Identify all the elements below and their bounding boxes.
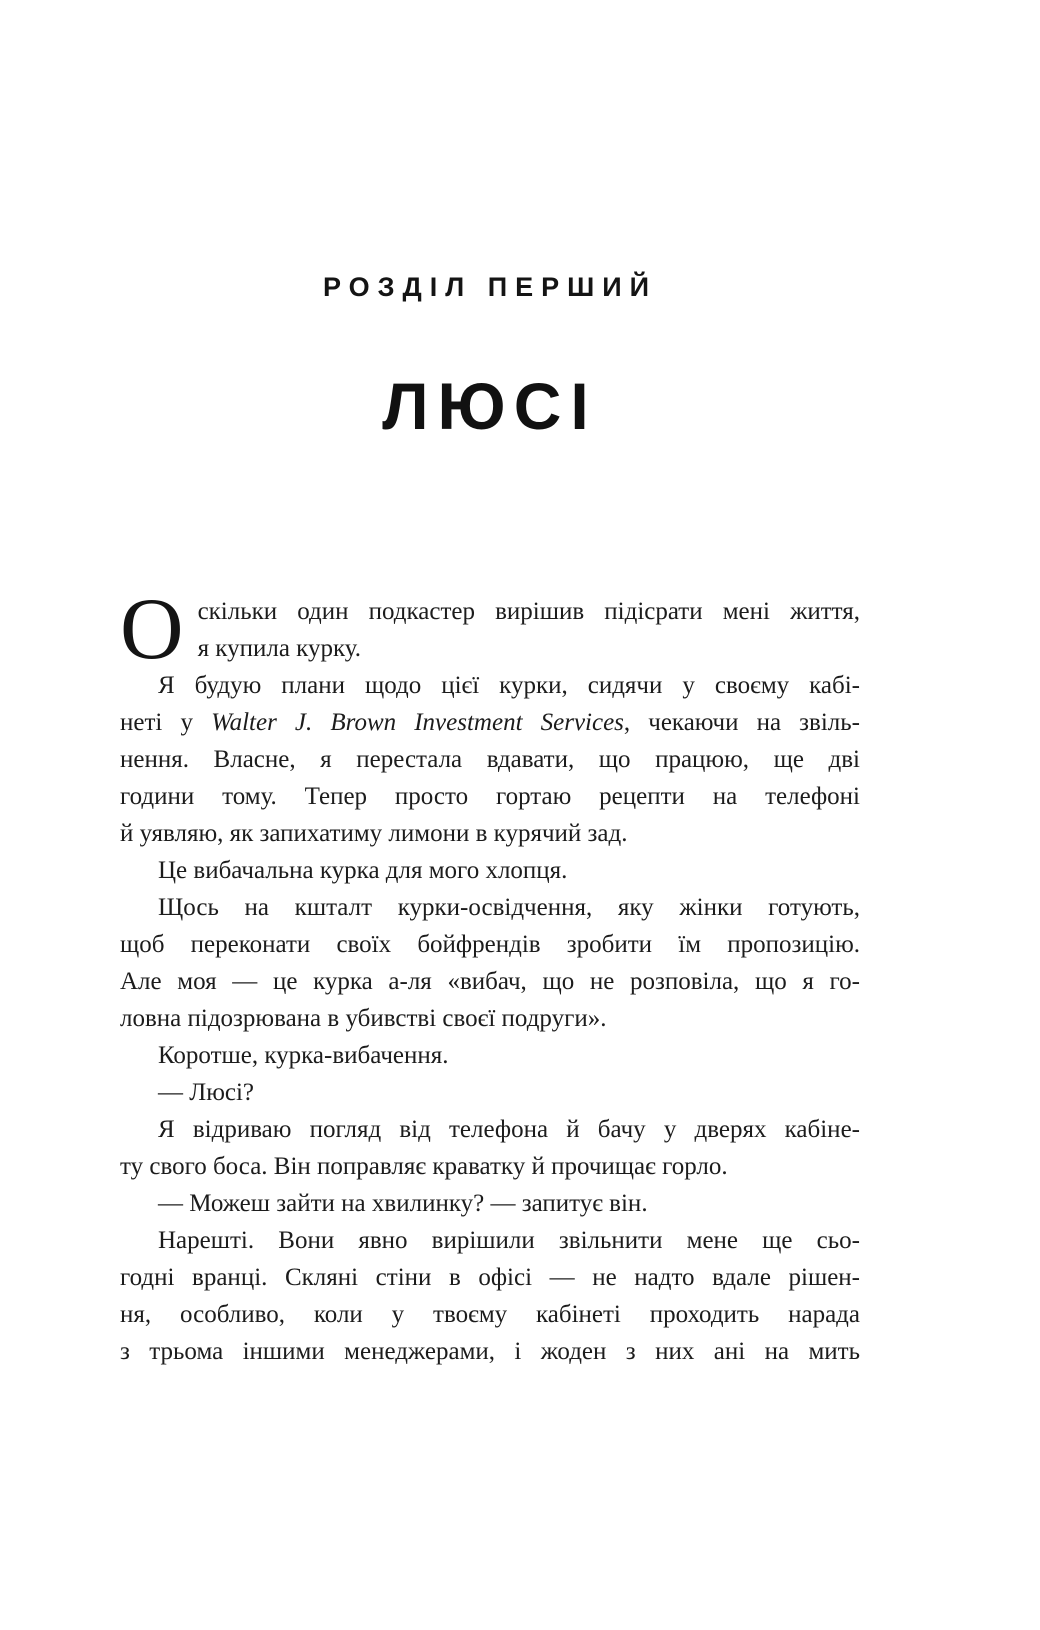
text-segment: нення. Власне, я перестала вдавати, що працюю, ще дві bbox=[120, 746, 860, 773]
text-line bbox=[120, 1148, 860, 1185]
italic-text-segment: Walter J. Brown Investment Services bbox=[211, 709, 624, 736]
text-line bbox=[120, 1037, 860, 1074]
text-line bbox=[120, 593, 860, 630]
text-segment: Я відриваю погляд від телефона й бачу у дверях кабіне- bbox=[158, 1116, 860, 1143]
text-segment: , чекаючи на звіль- bbox=[623, 709, 860, 736]
text-line bbox=[120, 1074, 860, 1111]
text-line bbox=[120, 741, 860, 778]
text-segment: Нарешті. Вони явно вирішили звільнити мене ще сьо- bbox=[158, 1227, 860, 1254]
paragraph bbox=[120, 852, 860, 889]
paragraph bbox=[120, 667, 860, 852]
text-line bbox=[120, 815, 860, 852]
text-segment: я купила курку. bbox=[197, 635, 362, 662]
text-line bbox=[120, 630, 860, 667]
text-line bbox=[120, 704, 860, 741]
body-text bbox=[120, 581, 860, 1370]
text-line bbox=[120, 1222, 860, 1259]
text-line bbox=[120, 1333, 860, 1370]
text-segment: Але моя — це курка а-ля «вибач, що не розповіла, що я го- bbox=[120, 968, 860, 995]
text-segment: щоб переконати своїх бойфрендів зробити їм пропозицію. bbox=[120, 931, 860, 958]
text-segment: години тому. Тепер просто гортаю рецепти на телефоні bbox=[120, 783, 860, 810]
paragraph bbox=[120, 1111, 860, 1185]
text-line bbox=[120, 1259, 860, 1296]
text-line bbox=[120, 1185, 860, 1222]
text-segment: Щось на кшталт курки-освідчення, яку жінки готують, bbox=[158, 894, 860, 921]
text-segment: Коротше, курка-вибачення. bbox=[158, 1042, 449, 1069]
text-segment: — Люсі? bbox=[158, 1079, 255, 1106]
drop-cap: О bbox=[120, 581, 184, 678]
text-segment: Це вибачальна курка для мого хлопця. bbox=[158, 857, 568, 884]
text-segment: — Можеш зайти на хвилинку? — запитує він. bbox=[158, 1190, 648, 1217]
text-segment: годні вранці. Скляні стіни в офісі — не надто вдале рішен- bbox=[120, 1264, 860, 1291]
text-line bbox=[120, 1000, 860, 1037]
text-line bbox=[120, 926, 860, 963]
text-segment: неті у bbox=[120, 709, 212, 736]
paragraph bbox=[120, 889, 860, 1037]
page-title: ЛЮСІ bbox=[382, 369, 598, 443]
text-line bbox=[120, 1296, 860, 1333]
text-line bbox=[120, 852, 860, 889]
paragraph bbox=[120, 1185, 860, 1222]
text-line bbox=[120, 889, 860, 926]
text-line bbox=[120, 778, 860, 815]
text-line bbox=[120, 667, 860, 704]
paragraph bbox=[120, 581, 860, 678]
text-segment: з трьома іншими менеджерами, і жоден з них ані на мить bbox=[120, 1338, 860, 1365]
paragraph bbox=[120, 1222, 860, 1370]
text-segment: ня, особливо, коли у твоєму кабінеті проходить нарада bbox=[120, 1301, 860, 1328]
text-line bbox=[120, 963, 860, 1000]
paragraph bbox=[120, 1037, 860, 1074]
text-segment: ловна підозрювана в убивстві своєї подруги». bbox=[120, 1005, 607, 1032]
text-line bbox=[120, 1111, 860, 1148]
text-segment: скільки один подкастер вирішив підісрати мені життя, bbox=[197, 598, 860, 625]
text-segment: Я будую плани щодо цієї курки, сидячи у своєму кабі- bbox=[158, 672, 860, 699]
text-segment: й уявляю, як запихатиму лимони в курячий зад. bbox=[120, 820, 628, 847]
text-segment: ту свого боса. Він поправляє краватку й прочищає горло. bbox=[120, 1153, 728, 1180]
paragraph bbox=[120, 1074, 860, 1111]
chapter-label: РОЗДІЛ ПЕРШИЙ bbox=[322, 272, 658, 302]
